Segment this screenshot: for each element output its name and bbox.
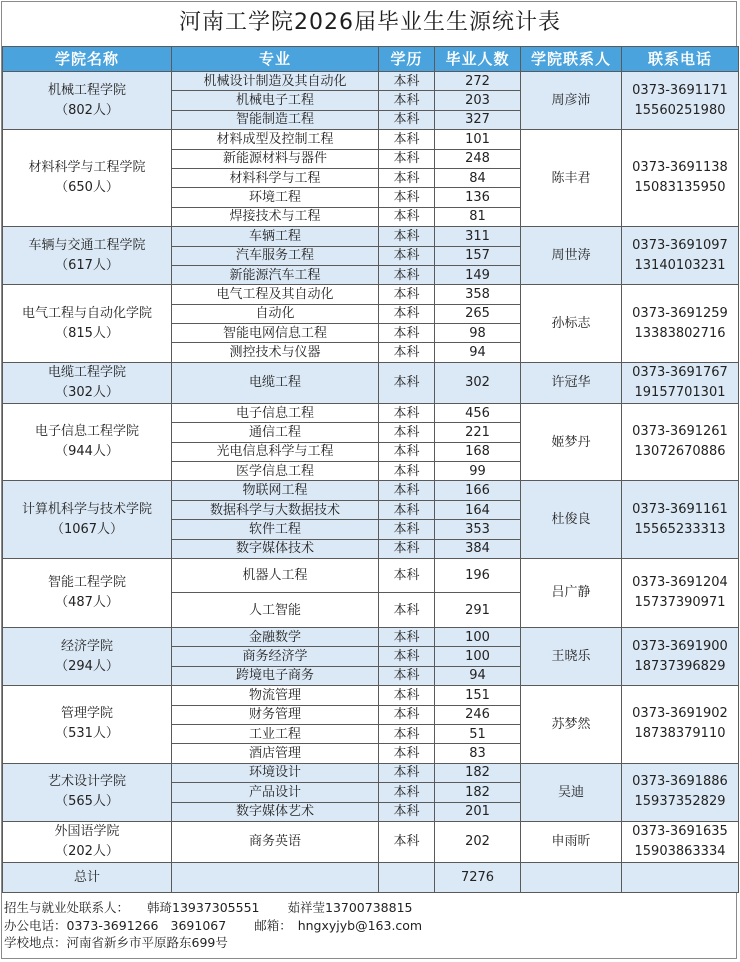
phone-cell xyxy=(622,285,739,363)
contact-cell: 吴迪 xyxy=(521,763,622,821)
phone-cell xyxy=(622,763,739,821)
degree-cell: 本科 xyxy=(379,724,435,743)
count-cell: 94 xyxy=(435,666,521,685)
footer-contact-2: 茹祥莹13700738815 xyxy=(287,900,413,915)
major-cell: 跨境电子商务 xyxy=(172,666,379,685)
college-name: 管理学院 xyxy=(60,706,113,722)
count-cell: 302 xyxy=(435,362,521,403)
college-cell xyxy=(3,130,172,227)
college-name: 外国语学院 xyxy=(54,823,120,839)
degree-cell: 本科 xyxy=(379,462,435,481)
count-cell: 265 xyxy=(435,304,521,323)
office-phone: 0373-3691635 xyxy=(632,823,728,839)
degree-cell: 本科 xyxy=(379,705,435,724)
college-cell xyxy=(3,362,172,403)
major-cell: 人工智能 xyxy=(172,593,379,628)
table-row xyxy=(3,403,739,422)
office-phone: 0373-3691204 xyxy=(632,574,728,590)
major-cell: 商务英语 xyxy=(172,821,379,862)
college-cell xyxy=(3,285,172,363)
degree-cell: 本科 xyxy=(379,188,435,207)
table-row xyxy=(3,227,739,246)
office-phone: 0373-3691097 xyxy=(632,237,728,253)
degree-cell: 本科 xyxy=(379,763,435,782)
major-cell: 机器人工程 xyxy=(172,558,379,593)
degree-cell: 本科 xyxy=(379,149,435,168)
footer-line-contacts xyxy=(4,899,734,917)
mobile-phone: 15903863334 xyxy=(634,843,726,859)
phone-cell xyxy=(622,362,739,403)
major-cell: 物流管理 xyxy=(172,686,379,705)
footer-email-label: 邮箱： xyxy=(254,917,292,933)
footer-contacts-label: 招生与就业处联系人： xyxy=(4,900,130,915)
office-phone: 0373-3691161 xyxy=(632,501,728,517)
college-total: （650人） xyxy=(55,180,119,196)
contact-cell: 许冠华 xyxy=(521,362,622,403)
major-cell: 焊接技术与工程 xyxy=(172,207,379,226)
major-cell: 工业工程 xyxy=(172,724,379,743)
degree-cell: 本科 xyxy=(379,539,435,558)
major-cell: 商务经济学 xyxy=(172,647,379,666)
footer-contact-1: 韩琦13937305551 xyxy=(147,900,260,915)
mobile-phone: 15937352829 xyxy=(634,794,726,810)
college-cell xyxy=(3,227,172,285)
count-cell: 202 xyxy=(435,821,521,862)
contact-cell: 周世涛 xyxy=(521,227,622,285)
total-row xyxy=(3,862,739,892)
count-cell: 83 xyxy=(435,744,521,763)
count-cell: 182 xyxy=(435,763,521,782)
footer-office-phone-2: 3691067 xyxy=(170,917,227,933)
college-total: （617人） xyxy=(55,257,119,273)
count-cell: 327 xyxy=(435,110,521,129)
count-cell: 168 xyxy=(435,442,521,461)
count-cell: 196 xyxy=(435,558,521,593)
major-cell: 智能电网信息工程 xyxy=(172,324,379,343)
table-row xyxy=(3,362,739,403)
contact-cell: 杜俊良 xyxy=(521,481,622,559)
college-name: 智能工程学院 xyxy=(47,574,126,590)
degree-cell: 本科 xyxy=(379,72,435,91)
major-cell: 产品设计 xyxy=(172,783,379,802)
phone-cell xyxy=(622,558,739,627)
count-cell: 164 xyxy=(435,500,521,519)
footer-line-office xyxy=(4,917,734,935)
contact-cell: 申雨昕 xyxy=(521,821,622,862)
degree-cell: 本科 xyxy=(379,423,435,442)
degree-cell: 本科 xyxy=(379,500,435,519)
office-phone: 0373-3691259 xyxy=(632,305,728,321)
degree-cell: 本科 xyxy=(379,91,435,110)
college-cell xyxy=(3,403,172,481)
table-row xyxy=(3,627,739,646)
count-cell: 456 xyxy=(435,403,521,422)
major-cell: 材料科学与工程 xyxy=(172,168,379,187)
degree-cell: 本科 xyxy=(379,207,435,226)
phone-cell xyxy=(622,72,739,130)
count-cell: 149 xyxy=(435,265,521,284)
college-total: （565人） xyxy=(55,794,119,810)
count-cell: 248 xyxy=(435,149,521,168)
office-phone: 0373-3691171 xyxy=(632,82,728,98)
mobile-phone: 15560251980 xyxy=(634,102,726,118)
mobile-phone: 18737396829 xyxy=(634,658,726,674)
office-phone: 0373-3691767 xyxy=(632,364,728,380)
major-cell: 数字媒体艺术 xyxy=(172,802,379,821)
degree-cell: 本科 xyxy=(379,246,435,265)
count-cell: 84 xyxy=(435,168,521,187)
count-cell: 98 xyxy=(435,324,521,343)
phone-cell xyxy=(622,481,739,559)
major-cell: 自动化 xyxy=(172,304,379,323)
college-name: 电缆工程学院 xyxy=(47,364,126,380)
major-cell: 材料成型及控制工程 xyxy=(172,130,379,149)
college-total: （531人） xyxy=(55,726,119,742)
degree-cell: 本科 xyxy=(379,686,435,705)
college-total: （202人） xyxy=(55,843,119,859)
college-name: 车辆与交通工程学院 xyxy=(28,237,146,253)
count-cell: 201 xyxy=(435,802,521,821)
degree-cell: 本科 xyxy=(379,627,435,646)
major-cell: 环境设计 xyxy=(172,763,379,782)
college-cell xyxy=(3,72,172,130)
degree-cell: 本科 xyxy=(379,442,435,461)
college-name: 机械工程学院 xyxy=(47,82,126,98)
table-row xyxy=(3,763,739,782)
header-major: 专业 xyxy=(172,47,379,72)
page-title: 河南工学院2026届毕业生生源统计表 xyxy=(179,10,561,35)
degree-cell: 本科 xyxy=(379,520,435,539)
count-cell: 272 xyxy=(435,72,521,91)
mobile-phone: 15737390971 xyxy=(634,594,726,610)
college-total: （815人） xyxy=(55,325,119,341)
major-cell: 通信工程 xyxy=(172,423,379,442)
count-cell: 358 xyxy=(435,285,521,304)
degree-cell: 本科 xyxy=(379,362,435,403)
major-cell: 金融数学 xyxy=(172,627,379,646)
degree-cell: 本科 xyxy=(379,110,435,129)
count-cell: 94 xyxy=(435,343,521,362)
mobile-phone: 18738379110 xyxy=(634,726,726,742)
table-row xyxy=(3,72,739,91)
count-cell: 51 xyxy=(435,724,521,743)
college-name: 艺术设计学院 xyxy=(47,774,126,790)
degree-cell: 本科 xyxy=(379,343,435,362)
degree-cell: 本科 xyxy=(379,744,435,763)
college-cell xyxy=(3,627,172,685)
phone-cell xyxy=(622,627,739,685)
count-cell: 100 xyxy=(435,627,521,646)
mobile-phone: 19157701301 xyxy=(634,384,726,400)
count-cell: 99 xyxy=(435,462,521,481)
count-cell: 166 xyxy=(435,481,521,500)
college-cell xyxy=(3,686,172,764)
major-cell: 电气工程及其自动化 xyxy=(172,285,379,304)
count-cell: 221 xyxy=(435,423,521,442)
count-cell: 151 xyxy=(435,686,521,705)
college-cell xyxy=(3,481,172,559)
count-cell: 311 xyxy=(435,227,521,246)
footer-contact-info xyxy=(4,899,734,952)
mobile-phone: 13383802716 xyxy=(634,325,726,341)
major-cell: 医学信息工程 xyxy=(172,462,379,481)
major-cell: 酒店管理 xyxy=(172,744,379,763)
phone-cell xyxy=(622,227,739,285)
degree-cell: 本科 xyxy=(379,593,435,628)
count-cell: 246 xyxy=(435,705,521,724)
degree-cell: 本科 xyxy=(379,802,435,821)
header-count: 毕业人数 xyxy=(435,47,521,72)
total-empty-phone xyxy=(622,862,739,892)
major-cell: 智能制造工程 xyxy=(172,110,379,129)
table-row xyxy=(3,686,739,705)
major-cell: 环境工程 xyxy=(172,188,379,207)
count-cell: 81 xyxy=(435,207,521,226)
college-total: （1067人） xyxy=(50,521,124,537)
header-contact: 学院联系人 xyxy=(521,47,622,72)
total-label: 总计 xyxy=(3,862,172,892)
college-cell xyxy=(3,763,172,821)
contact-cell: 孙标志 xyxy=(521,285,622,363)
table-row xyxy=(3,821,739,862)
degree-cell: 本科 xyxy=(379,304,435,323)
graduates-table xyxy=(2,46,739,893)
mobile-phone: 15083135950 xyxy=(634,180,726,196)
count-cell: 182 xyxy=(435,783,521,802)
count-cell: 353 xyxy=(435,520,521,539)
major-cell: 光电信息科学与工程 xyxy=(172,442,379,461)
table-body xyxy=(3,72,739,863)
footer-address-label: 学校地点： xyxy=(4,935,67,950)
major-cell: 测控技术与仪器 xyxy=(172,343,379,362)
major-cell: 车辆工程 xyxy=(172,227,379,246)
college-name: 材料科学与工程学院 xyxy=(28,160,146,176)
header-college: 学院名称 xyxy=(3,47,172,72)
footer-office-label: 办公电话： xyxy=(4,917,67,933)
degree-cell: 本科 xyxy=(379,481,435,500)
degree-cell: 本科 xyxy=(379,227,435,246)
mobile-phone: 13140103231 xyxy=(634,257,726,273)
count-cell: 157 xyxy=(435,246,521,265)
footer-address: 河南省新乡市平原路东699号 xyxy=(66,935,228,950)
header-degree: 学历 xyxy=(379,47,435,72)
count-cell: 203 xyxy=(435,91,521,110)
degree-cell: 本科 xyxy=(379,168,435,187)
count-cell: 291 xyxy=(435,593,521,628)
office-phone: 0373-3691138 xyxy=(632,160,728,176)
major-cell: 财务管理 xyxy=(172,705,379,724)
header-phone: 联系电话 xyxy=(622,47,739,72)
table-row xyxy=(3,481,739,500)
office-phone: 0373-3691886 xyxy=(632,774,728,790)
degree-cell: 本科 xyxy=(379,324,435,343)
total-empty-contact xyxy=(521,862,622,892)
degree-cell: 本科 xyxy=(379,666,435,685)
college-name: 电气工程与自动化学院 xyxy=(21,305,152,321)
college-total: （294人） xyxy=(55,658,119,674)
footer-office-phone-1: 0373-3691266 xyxy=(66,917,159,933)
college-name: 电子信息工程学院 xyxy=(34,424,139,440)
major-cell: 电子信息工程 xyxy=(172,403,379,422)
degree-cell: 本科 xyxy=(379,647,435,666)
college-cell xyxy=(3,558,172,627)
total-empty-major xyxy=(172,862,379,892)
degree-cell: 本科 xyxy=(379,783,435,802)
total-value: 7276 xyxy=(435,862,521,892)
mobile-phone: 15565233313 xyxy=(634,521,726,537)
degree-cell: 本科 xyxy=(379,558,435,593)
degree-cell: 本科 xyxy=(379,130,435,149)
college-name: 计算机科学与技术学院 xyxy=(21,501,152,517)
total-empty-degree xyxy=(379,862,435,892)
footer-email: hngxyjyb@163.com xyxy=(297,917,423,933)
table-row xyxy=(3,130,739,149)
major-cell: 机械设计制造及其自动化 xyxy=(172,72,379,91)
major-cell: 电缆工程 xyxy=(172,362,379,403)
college-name: 经济学院 xyxy=(60,638,113,654)
major-cell: 物联网工程 xyxy=(172,481,379,500)
degree-cell: 本科 xyxy=(379,285,435,304)
table-row xyxy=(3,285,739,304)
major-cell: 汽车服务工程 xyxy=(172,246,379,265)
degree-cell: 本科 xyxy=(379,265,435,284)
degree-cell: 本科 xyxy=(379,403,435,422)
count-cell: 136 xyxy=(435,188,521,207)
college-cell xyxy=(3,821,172,862)
contact-cell: 姬梦丹 xyxy=(521,403,622,481)
college-total: （944人） xyxy=(55,444,119,460)
contact-cell: 苏梦然 xyxy=(521,686,622,764)
office-phone: 0373-3691902 xyxy=(632,706,728,722)
phone-cell xyxy=(622,130,739,227)
college-total: （302人） xyxy=(55,384,119,400)
footer-line-address xyxy=(4,934,734,952)
contact-cell: 王晓乐 xyxy=(521,627,622,685)
major-cell: 机械电子工程 xyxy=(172,91,379,110)
major-cell: 数字媒体技术 xyxy=(172,539,379,558)
count-cell: 100 xyxy=(435,647,521,666)
phone-cell xyxy=(622,686,739,764)
contact-cell: 周彦沛 xyxy=(521,72,622,130)
table-header-row xyxy=(3,47,739,72)
contact-cell: 吕广静 xyxy=(521,558,622,627)
table-row xyxy=(3,558,739,593)
count-cell: 101 xyxy=(435,130,521,149)
phone-cell xyxy=(622,821,739,862)
contact-cell: 陈丰君 xyxy=(521,130,622,227)
major-cell: 新能源材料与器件 xyxy=(172,149,379,168)
major-cell: 数据科学与大数据技术 xyxy=(172,500,379,519)
mobile-phone: 13072670886 xyxy=(634,444,726,460)
major-cell: 新能源汽车工程 xyxy=(172,265,379,284)
major-cell: 软件工程 xyxy=(172,520,379,539)
count-cell: 384 xyxy=(435,539,521,558)
office-phone: 0373-3691261 xyxy=(632,424,728,440)
college-total: （802人） xyxy=(55,102,119,118)
degree-cell: 本科 xyxy=(379,821,435,862)
phone-cell xyxy=(622,403,739,481)
college-total: （487人） xyxy=(55,594,119,610)
office-phone: 0373-3691900 xyxy=(632,638,728,654)
